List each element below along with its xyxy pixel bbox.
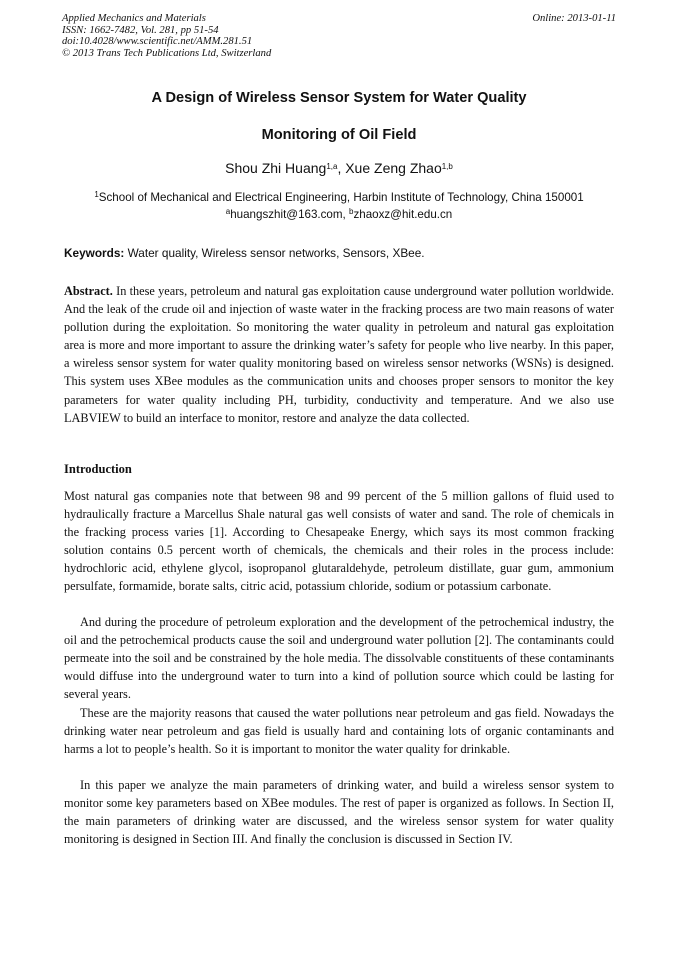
email-address: zhaoxz@hit.edu.cn <box>353 208 453 221</box>
affiliation <box>62 191 616 204</box>
author-list <box>62 160 616 176</box>
email-mark: b <box>349 207 354 216</box>
author-emails <box>62 208 616 221</box>
keywords-label: Keywords: <box>64 246 125 260</box>
introduction-paragraph: In this paper we analyze the main parameters of drinking water, and build a wireless sensor system to monitor some key parameters based on XBee modules. The rest of paper is organized as follows. In Section II, the main parameters of drinking water are discussed, and the wireless sensor system for water quality monitoring is designed in Section III. And finally the conclusion is discussed in Section IV. <box>64 778 614 847</box>
email-address: huangszhit@163.com <box>230 208 343 221</box>
introduction-paragraph: Most natural gas companies note that between 98 and 99 percent of the 5 million gallons of fluid used to hydraulically fracture a Marcellus Shale natural gas well consists of water and sand. The role of chemicals in the fracking process varies [1]. According to Chesapeake Energy, which says its most common fracking solution contains 0.5 percent worth of chemicals, the chemicals and their roles in the process include: hydrochloric acid, ethylene glycol, isopropanol glutaraldehyde, petroleum distillate, guar gum, ammonium persulfate, formamide, borate salts, citric acid, potassium chloride, sodium or potassium carbonate. <box>64 489 614 594</box>
paper-title-line-2: Monitoring of Oil Field <box>261 127 417 143</box>
issn-line: ISSN: 1662-7482, Vol. 281, pp 51-54 <box>62 24 219 36</box>
copyright-line: © 2013 Trans Tech Publications Ltd, Switzerland <box>62 47 272 59</box>
affiliation-mark: 1 <box>94 190 99 199</box>
online-date: Online: 2013-01-11 <box>532 13 616 24</box>
journal-name: Applied Mechanics and Materials <box>62 13 206 24</box>
affiliation-text: School of Mechanical and Electrical Engineering, Harbin Institute of Technology, China 150001 <box>98 191 584 204</box>
abstract <box>64 282 614 427</box>
doi-line: doi:10.4028/www.scientific.net/AMM.281.51 <box>62 36 253 48</box>
email-separator: , <box>342 208 349 221</box>
author-name: Xue Zeng Zhao <box>345 160 442 176</box>
abstract-text: In these years, petroleum and natural gas exploitation cause underground water pollution worldwide. And the leak of the crude oil and injection of waste water in the fracking process are two main reasons of water pollution during the exploitation. So monitoring the water quality in petroleum and natural gas exploitation area is more and more important to assure the drinking water’s safety for people who live nearby. In this paper, a wireless sensor system for water quality monitoring based on wireless sensor networks (WSNs) is designed. This system uses XBee modules as the communication units and chooses proper sensors to monitor the key parameters for water quality including PH, turbidity, conductivity and temperature. And we also use LABVIEW to build an interface to monitor, restore and analyze the data collected. <box>64 284 614 425</box>
introduction-paragraph: These are the majority reasons that caused the water pollutions near petroleum and gas field. Nowadays the drinking water near petroleum and gas field is usually hard and containing lots of organic contaminants and harms a lot to people’s health. So it is important to monitor the water quality for drinkable. <box>64 706 614 757</box>
keywords <box>64 246 616 260</box>
author-name: Shou Zhi Huang <box>225 160 327 176</box>
email-mark: a <box>225 207 231 216</box>
keywords-text: Water quality, Wireless sensor networks, Sensors, XBee. <box>124 246 425 260</box>
abstract-label: Abstract. <box>64 284 113 298</box>
section-heading-introduction: Introduction <box>64 462 132 476</box>
journal-header <box>62 13 616 59</box>
author-separator: , <box>337 160 346 176</box>
author-affiliation-mark: 1,a <box>326 162 338 171</box>
author-affiliation-mark: 1,b <box>441 162 453 171</box>
paper-title-line-1: A Design of Wireless Sensor System for Water Quality <box>151 90 527 106</box>
introduction-paragraph: And during the procedure of petroleum exploration and the development of the petrochemical industry, the oil and the petrochemical products cause the soil and underground water pollution [2]. The contaminants could permeate into the soil and be constrained by the hole media. The dissolvable constituents of these contaminants would diffuse into the underground water to turn into a kind of pollution source which could be lasting for several years. <box>64 615 614 702</box>
